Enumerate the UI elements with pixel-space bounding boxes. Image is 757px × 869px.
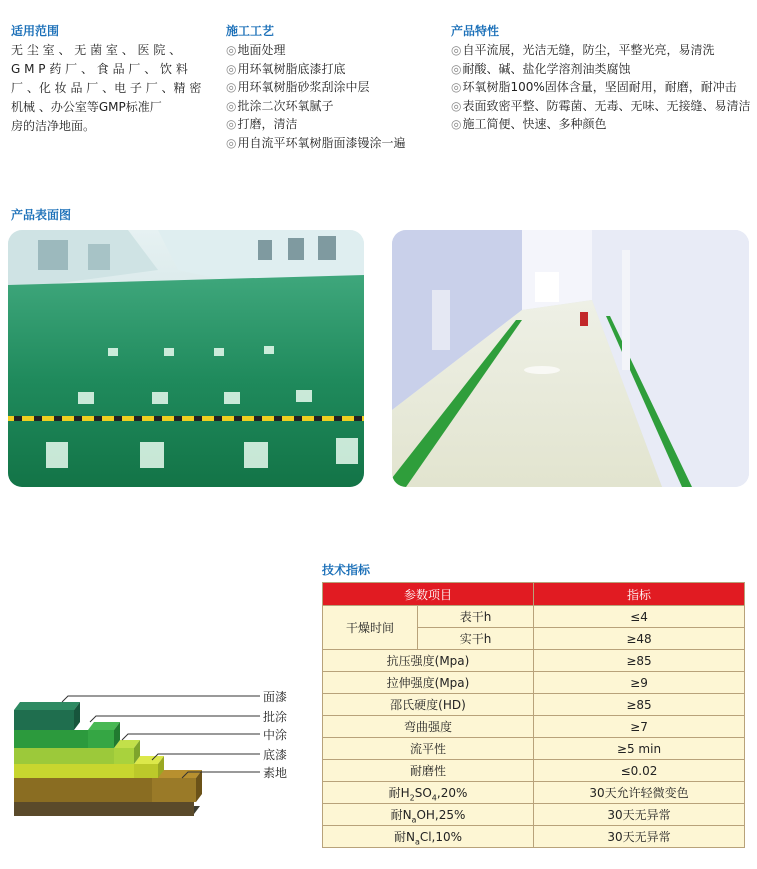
table-cell: ≤4 xyxy=(534,606,745,628)
features-list xyxy=(451,41,751,134)
table-row xyxy=(323,694,745,716)
list-item: ◎用环氧树脂砂浆刮涂中层 xyxy=(226,80,370,94)
table-cell: 抗压强度(Mpa) xyxy=(323,650,534,672)
scope-line: 机械 、办公室等GMP标准厂 xyxy=(11,100,162,114)
scope-line: 厂 、化 妆 品 厂 、电 子 厂 、精 密 xyxy=(11,81,202,95)
table-cell: 邵氏硬度(HD) xyxy=(323,694,534,716)
table-cell: ≥9 xyxy=(534,672,745,694)
white-corridor-photo xyxy=(392,230,749,487)
list-item: ◎地面处理 xyxy=(226,43,286,57)
list-item: ◎用自流平环氧树脂面漆镘涂一遍 xyxy=(226,135,406,150)
scope-line: 无 尘 室 、 无 菌 室 、 医 院 、 xyxy=(11,43,182,57)
list-item: ◎打磨，清洁 xyxy=(226,117,298,131)
table-cell: 干燥时间 xyxy=(323,606,418,650)
list-item: ◎耐酸、碱、盐化学溶剂油类腐蚀 xyxy=(451,61,631,76)
table-cell: ≥85 xyxy=(534,650,745,672)
table-cell: ≤0.02 xyxy=(534,760,745,782)
layer-leader-lines xyxy=(60,690,265,780)
table-row xyxy=(323,650,745,672)
bullet-icon: ◎ xyxy=(226,135,237,150)
table-cell: 实干h xyxy=(418,628,534,650)
table-header-cell: 指标 xyxy=(534,583,745,606)
table-row xyxy=(323,738,745,760)
bullet-icon: ◎ xyxy=(451,80,462,94)
spec-title: 技术指标 xyxy=(322,563,371,577)
table-header-cell: 参数项目 xyxy=(323,583,534,606)
table-row xyxy=(323,782,745,804)
bullet-icon: ◎ xyxy=(451,98,462,113)
table-cell: 30天无异常 xyxy=(534,804,745,826)
table-row xyxy=(323,804,745,826)
list-item: ◎用环氧树脂底漆打底 xyxy=(226,61,346,76)
table-cell: ≥85 xyxy=(534,694,745,716)
table-cell: 耐$H_2SO_4,20\%$ xyxy=(323,782,534,804)
list-item: ◎施工简便、快速、多种颜色 xyxy=(451,117,607,131)
table-cell: ≥48 xyxy=(534,628,745,650)
table-row xyxy=(323,606,745,628)
bullet-icon: ◎ xyxy=(451,43,462,57)
layer-label-putty: 批涂 xyxy=(263,710,288,724)
table-cell: 耐$N_aOH,25\%$ xyxy=(323,804,534,826)
scope-line: G M P 药 厂 、 食 品 厂 、 饮 料 xyxy=(11,62,188,76)
bullet-icon: ◎ xyxy=(226,61,237,76)
table-cell: ≥7 xyxy=(534,716,745,738)
table-cell: 30天允许轻微变色 xyxy=(534,782,745,804)
table-cell: 30天无异常 xyxy=(534,826,745,848)
table-cell: 耐$N_aCl,10\%$ xyxy=(323,826,534,848)
bullet-icon: ◎ xyxy=(226,98,237,113)
list-item: ◎自平流展，光洁无缝，防尘，平整光亮，易清洗 xyxy=(451,43,715,57)
table-row xyxy=(323,672,745,694)
table-row xyxy=(323,760,745,782)
list-item: ◎表面致密平整、防霉菌、无毒、无味、无接缝、易清洁 xyxy=(451,98,751,113)
layer-label-substrate: 素地 xyxy=(263,766,288,780)
layer-label-topcoat: 面漆 xyxy=(263,690,288,704)
list-item: ◎批涂二次环氧腻子 xyxy=(226,98,334,113)
table-row xyxy=(323,716,745,738)
green-floor-photo xyxy=(8,230,364,487)
table-header-row xyxy=(323,583,745,606)
spec-table xyxy=(322,582,745,848)
table-cell: 流平性 xyxy=(323,738,534,760)
table-cell: 弯曲强度 xyxy=(323,716,534,738)
scope-title: 适用范围 xyxy=(11,24,60,38)
bullet-icon: ◎ xyxy=(226,43,237,57)
table-cell: 表干h xyxy=(418,606,534,628)
bullet-icon: ◎ xyxy=(451,61,462,76)
bullet-icon: ◎ xyxy=(226,80,237,94)
layer-label-midcoat: 中涂 xyxy=(263,728,288,742)
scope-text xyxy=(11,41,206,136)
list-item: ◎环氧树脂100%固体含量，坚固耐用，耐磨，耐冲击 xyxy=(451,80,737,94)
process-list xyxy=(226,41,406,152)
features-title: 产品特性 xyxy=(451,24,500,38)
layer-label-primer: 底漆 xyxy=(263,748,288,762)
table-cell: 拉伸强度(Mpa) xyxy=(323,672,534,694)
table-cell: 耐磨性 xyxy=(323,760,534,782)
scope-line: 房的洁净地面。 xyxy=(11,119,96,133)
table-cell: ≥5 min xyxy=(534,738,745,760)
bullet-icon: ◎ xyxy=(451,117,462,131)
bullet-icon: ◎ xyxy=(226,117,237,131)
process-title: 施工工艺 xyxy=(226,24,275,38)
table-row xyxy=(323,826,745,848)
photos-title: 产品表面图 xyxy=(11,208,72,222)
